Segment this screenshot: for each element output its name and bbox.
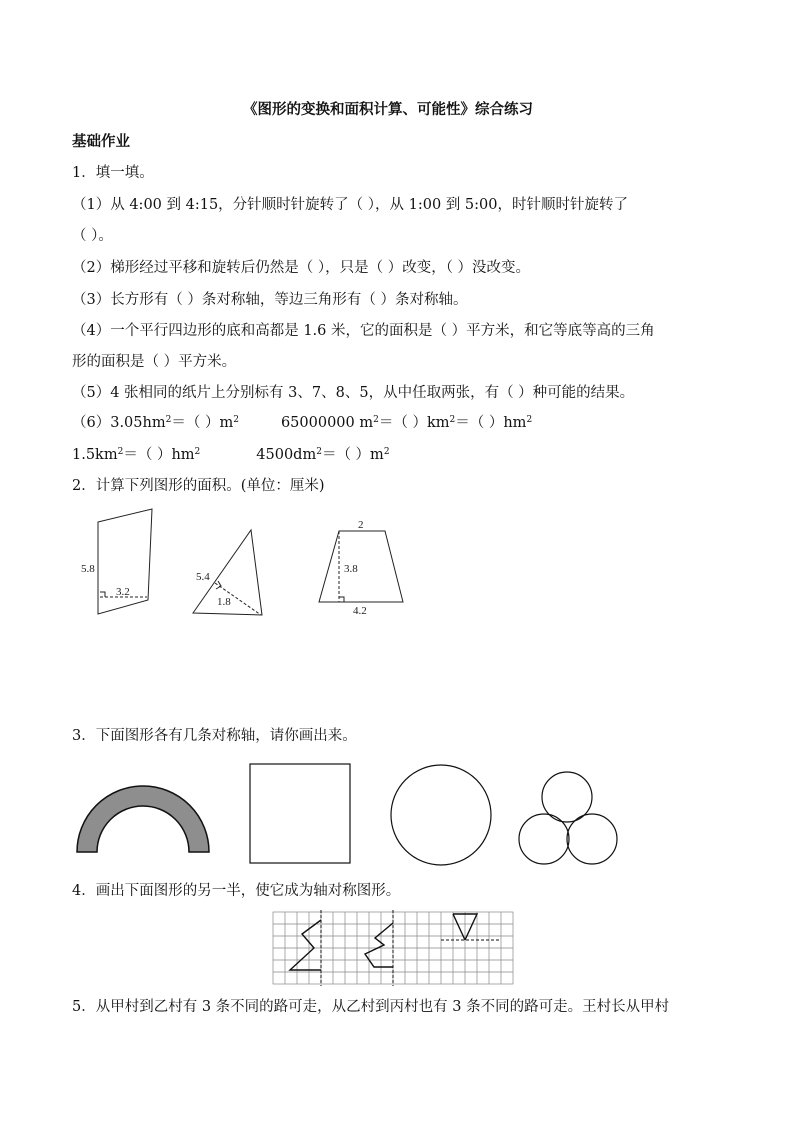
q3-heading: 3．下面图形各有几条对称轴，请你画出来。 [72,728,357,744]
circle-shape [391,765,491,865]
section-heading: 基础作业 [72,133,130,150]
q1-line4b: 形的面积是（ ）平方米。 [72,354,237,370]
parallelogram-base-label: 3.2 [116,586,130,598]
half-figures [290,914,477,970]
superscript: 2 [316,447,322,457]
q2-heading: 2．计算下列图形的面积。(单位：厘米) [72,478,325,494]
triangle-side-label: 5.4 [196,571,210,583]
superscript: 2 [165,415,172,425]
trapezoid-bottom-label: 4.2 [353,605,367,617]
trapezoid-top-label: 2 [358,519,364,531]
square-shape [250,764,350,863]
q1-line5: （5）4 张相同的纸片上分别标有 3、7、8、5，从中任取两张，有（ ）种可能的结果。 [72,385,635,401]
triangle-height-label: 1.8 [217,596,231,608]
q1-line1b: （ ）。 [72,228,113,244]
q1-l7a: 1.5km [72,447,118,463]
q1-line1: （1）从 4:00 到 4:15，分针顺时针旋转了（ ），从 1:00 到 5:00，时针顺时针旋转了 [72,197,628,213]
q1-l7c: 4500dm [256,447,317,463]
superscript: 2 [449,415,456,425]
three-circles-shape [519,772,617,864]
q1-l6a: （6）3.05hm [72,415,166,431]
superscript: 2 [526,415,533,425]
q1-line2: （2）梯形经过平移和旋转后仍然是（ ），只是（ ）改变，（ ）没改变。 [72,260,531,276]
parallelogram-height-label: 5.8 [81,563,95,575]
q1-line3: （3）长方形有（ ）条对称轴，等边三角形有（ ）条对称轴。 [72,292,468,308]
q1-line4: （4）一个平行四边形的底和高都是 1.6 米，它的面积是（ ）平方米，和它等底等高的三角 [72,323,655,339]
q1-l6b: ＝（ ）m [171,415,234,431]
q5-text: 5．从甲村到乙村有 3 条不同的路可走，从乙村到丙村也有 3 条不同的路可走。王村长从甲村 [72,999,670,1015]
parallelogram-figure [98,509,152,614]
superscript: 2 [383,447,390,457]
superscript: 2 [117,447,124,457]
superscript: 2 [233,415,239,425]
q4-heading: 4．画出下面图形的另一半，使它成为轴对称图形。 [72,883,401,899]
q1-l7d: ＝（ ）m [321,447,384,463]
arch-shape [77,786,209,852]
q1-l7b: ＝（ ）hm [123,447,195,463]
q1-l6d: ＝（ ）km [378,415,450,431]
trapezoid-figure [319,531,403,602]
superscript: 2 [194,447,201,457]
trapezoid-height-label: 3.8 [344,563,358,575]
page-title: 《图形的变换和面积计算、可能性》综合练习 [243,101,533,118]
superscript: 2 [373,415,379,425]
q1-l6c: 65000000 m [280,415,374,431]
q1-l6e: ＝（ ）hm [455,415,527,431]
q1-heading: 1．填一填。 [72,165,154,181]
